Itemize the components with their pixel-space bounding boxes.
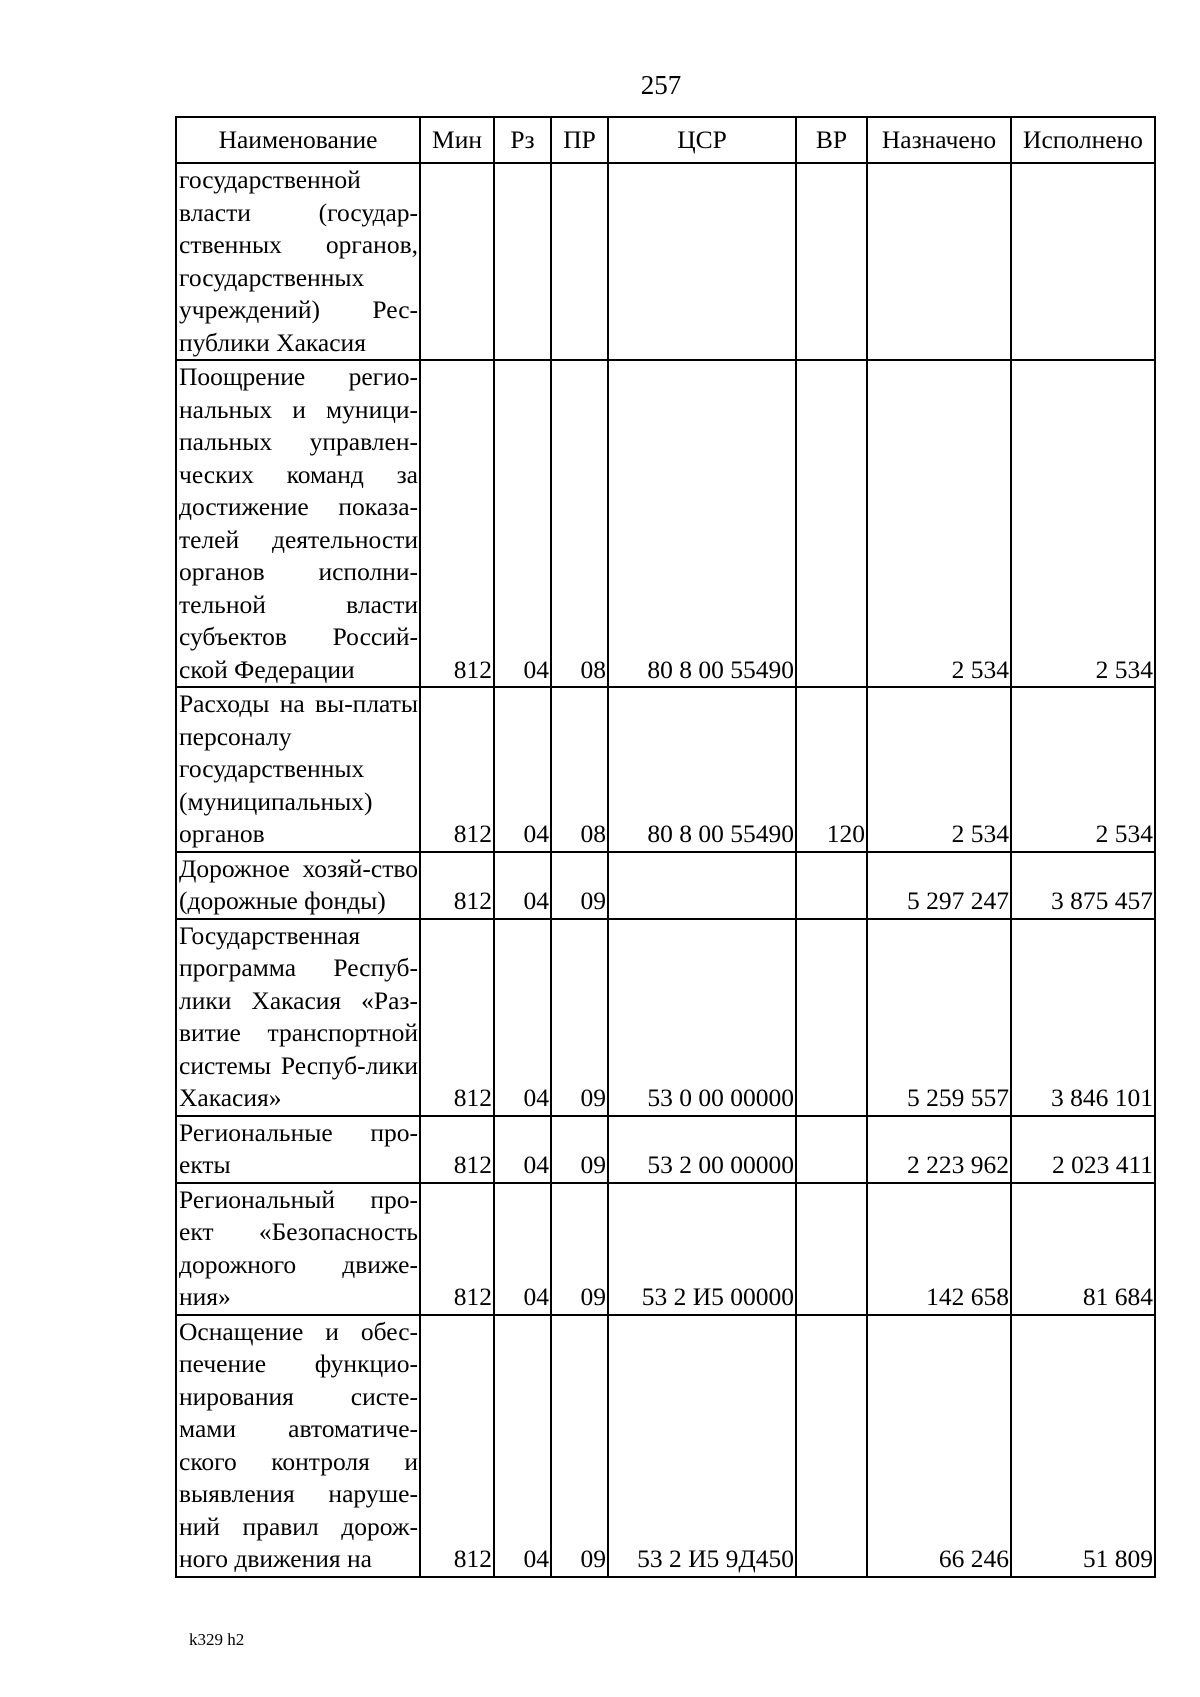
- cell-executed: 51 809: [1011, 1315, 1155, 1577]
- cell-rz: 04: [494, 360, 551, 687]
- cell-csr: [608, 163, 796, 360]
- cell-name: Региональные про-екты: [176, 1116, 420, 1183]
- cell-name: государственной власти (государ-ственных органов, государственных учреждений) Рес-публики Хакасия: [176, 163, 420, 360]
- cell-csr: 53 2 00 00000: [608, 1116, 796, 1183]
- table-row: [176, 1116, 1155, 1183]
- cell-vr: [796, 852, 867, 919]
- cell-name: Региональный про-ект «Безопасность дорожного движе-ния»: [176, 1183, 420, 1315]
- cell-pr: 09: [551, 919, 608, 1116]
- header-assigned: Назначено: [867, 117, 1011, 163]
- cell-assigned: 5 297 247: [867, 852, 1011, 919]
- cell-min: 812: [420, 1183, 494, 1315]
- header-pr: ПР: [551, 117, 608, 163]
- cell-executed: 3 875 457: [1011, 852, 1155, 919]
- cell-vr: [796, 163, 867, 360]
- cell-assigned: 5 259 557: [867, 919, 1011, 1116]
- cell-min: [420, 163, 494, 360]
- cell-pr: 09: [551, 852, 608, 919]
- table-row: [176, 852, 1155, 919]
- header-executed: Исполнено: [1011, 117, 1155, 163]
- table-row: [176, 163, 1155, 360]
- cell-assigned: 142 658: [867, 1183, 1011, 1315]
- cell-executed: 81 684: [1011, 1183, 1155, 1315]
- cell-executed: [1011, 163, 1155, 360]
- cell-csr: 80 8 00 55490: [608, 687, 796, 852]
- cell-min: 812: [420, 1116, 494, 1183]
- cell-min: 812: [420, 687, 494, 852]
- cell-min: 812: [420, 919, 494, 1116]
- cell-min: 812: [420, 1315, 494, 1577]
- cell-pr: [551, 163, 608, 360]
- cell-rz: [494, 163, 551, 360]
- header-min: Мин: [420, 117, 494, 163]
- cell-name: Оснащение и обес-печение функцио-нирования систе-мами автоматиче-ского контроля и выявления наруше-ний правил дорож-ного движения на: [176, 1315, 420, 1577]
- table-row: [176, 1315, 1155, 1577]
- table-row: [176, 1183, 1155, 1315]
- cell-assigned: 2 534: [867, 360, 1011, 687]
- cell-rz: 04: [494, 852, 551, 919]
- footer-code: k329 h2: [189, 1630, 245, 1649]
- cell-pr: 09: [551, 1116, 608, 1183]
- cell-vr: [796, 1116, 867, 1183]
- cell-rz: 04: [494, 1183, 551, 1315]
- table-header-row: [176, 117, 1155, 163]
- cell-name: Расходы на вы-платы персоналу государственных (муниципальных) органов: [176, 687, 420, 852]
- cell-rz: 04: [494, 1116, 551, 1183]
- cell-vr: [796, 1315, 867, 1577]
- cell-vr: [796, 360, 867, 687]
- cell-pr: 08: [551, 687, 608, 852]
- page-number: 257: [640, 70, 682, 100]
- cell-name: Государственная программа Респуб-лики Хакасия «Раз-витие транспортной системы Респуб-лики Хакасия»: [176, 919, 420, 1116]
- cell-csr: 80 8 00 55490: [608, 360, 796, 687]
- cell-vr: 120: [796, 687, 867, 852]
- cell-executed: 3 846 101: [1011, 919, 1155, 1116]
- cell-pr: 08: [551, 360, 608, 687]
- budget-table: [175, 116, 1156, 1578]
- cell-min: 812: [420, 360, 494, 687]
- cell-pr: 09: [551, 1315, 608, 1577]
- cell-assigned: 66 246: [867, 1315, 1011, 1577]
- cell-vr: [796, 919, 867, 1116]
- cell-rz: 04: [494, 687, 551, 852]
- cell-min: 812: [420, 852, 494, 919]
- cell-rz: 04: [494, 1315, 551, 1577]
- cell-assigned: [867, 163, 1011, 360]
- cell-pr: 09: [551, 1183, 608, 1315]
- cell-rz: 04: [494, 919, 551, 1116]
- cell-csr: 53 2 И5 9Д450: [608, 1315, 796, 1577]
- header-vr: ВР: [796, 117, 867, 163]
- cell-executed: 2 534: [1011, 687, 1155, 852]
- cell-assigned: 2 223 962: [867, 1116, 1011, 1183]
- cell-assigned: 2 534: [867, 687, 1011, 852]
- cell-vr: [796, 1183, 867, 1315]
- table-row: [176, 919, 1155, 1116]
- cell-executed: 2 534: [1011, 360, 1155, 687]
- cell-name: Поощрение регио-нальных и муници-пальных управлен-ческих команд за достижение показа-телей деятельности органов исполни-тельной власти субъектов Россий-ской Федерации: [176, 360, 420, 687]
- table-row: [176, 360, 1155, 687]
- cell-executed: 2 023 411: [1011, 1116, 1155, 1183]
- cell-csr: 53 2 И5 00000: [608, 1183, 796, 1315]
- cell-csr: [608, 852, 796, 919]
- header-csr: ЦСР: [608, 117, 796, 163]
- cell-csr: 53 0 00 00000: [608, 919, 796, 1116]
- cell-name: Дорожное хозяй-ство (дорожные фонды): [176, 852, 420, 919]
- table-row: [176, 687, 1155, 852]
- header-rz: Рз: [494, 117, 551, 163]
- header-name: Наименование: [176, 117, 420, 163]
